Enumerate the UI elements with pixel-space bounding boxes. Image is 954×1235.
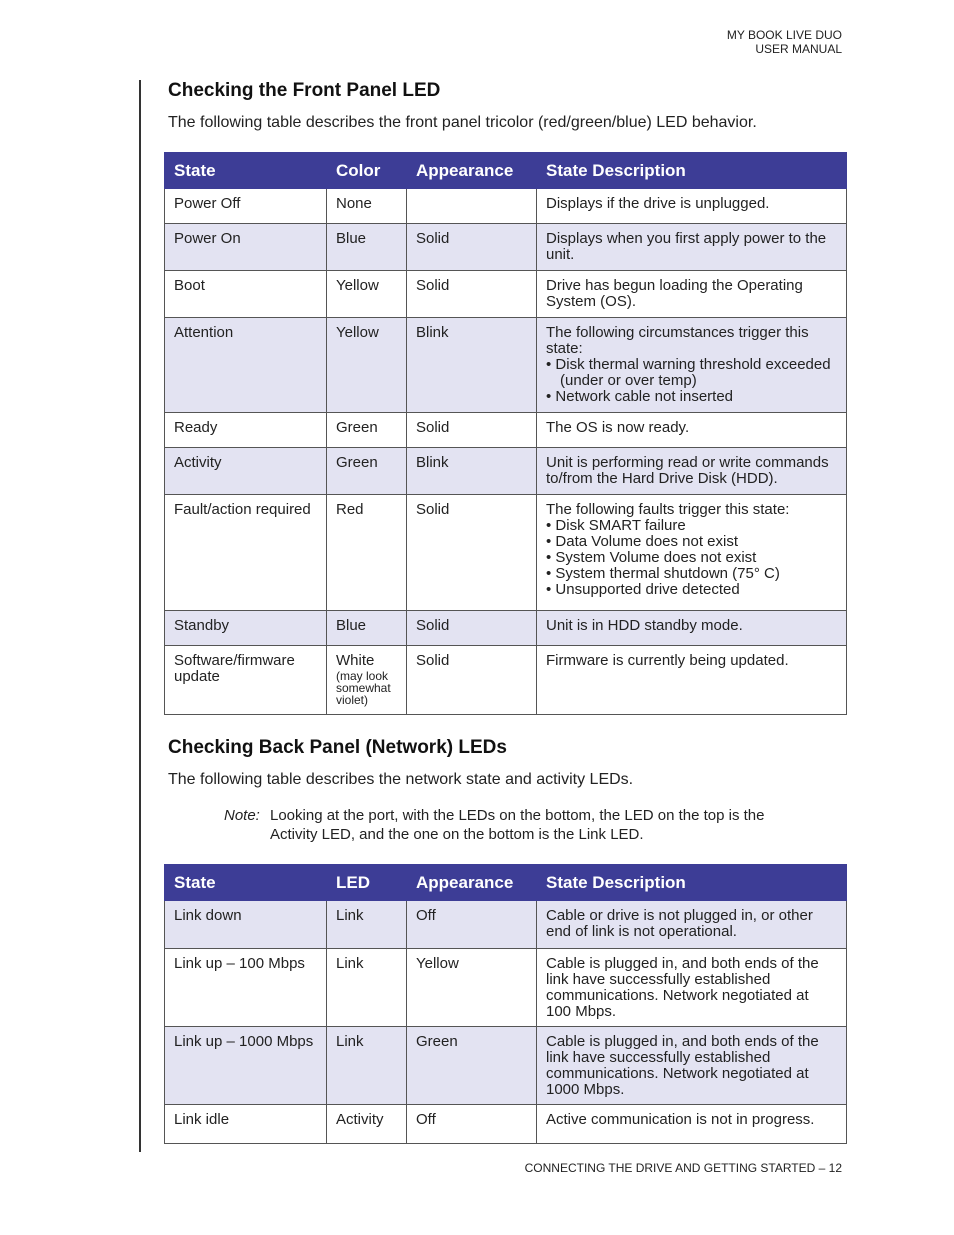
cell-description: Drive has begun loading the Operating System (OS). xyxy=(537,271,847,318)
table-header-row xyxy=(165,865,847,901)
column-header: State xyxy=(165,865,327,901)
cell-state: Power On xyxy=(165,224,327,271)
cell-color: Red xyxy=(327,495,407,611)
cell-appearance: Solid xyxy=(407,224,537,271)
cell-description: Cable or drive is not plugged in, or other end of link is not operational. xyxy=(537,901,847,949)
color-note: (may look somewhat violet) xyxy=(336,669,391,707)
cell-description xyxy=(537,318,847,413)
cell-appearance: Off xyxy=(407,1105,537,1144)
cell-description: The OS is now ready. xyxy=(537,413,847,448)
cell-description: Displays when you first apply power to the unit. xyxy=(537,224,847,271)
table-row xyxy=(165,189,847,224)
front-led-table xyxy=(164,152,847,715)
table-row xyxy=(165,448,847,495)
cell-led: Link xyxy=(327,1027,407,1105)
table-row xyxy=(165,949,847,1027)
cell-state: Link up – 100 Mbps xyxy=(165,949,327,1027)
cell-appearance: Solid xyxy=(407,611,537,646)
back-led-table xyxy=(164,864,847,1144)
table-row xyxy=(165,271,847,318)
cell-appearance: Blink xyxy=(407,448,537,495)
cell-led: Link xyxy=(327,949,407,1027)
cell-state: Link down xyxy=(165,901,327,949)
bullet-item: • Disk thermal warning threshold exceeded (under or over temp) xyxy=(546,357,837,389)
cell-appearance: Off xyxy=(407,901,537,949)
cell-color: Green xyxy=(327,413,407,448)
cell-appearance: Solid xyxy=(407,413,537,448)
cell-state: Boot xyxy=(165,271,327,318)
table-row xyxy=(165,224,847,271)
cell-state: Link up – 1000 Mbps xyxy=(165,1027,327,1105)
description-text: The following faults trigger this state: xyxy=(546,501,790,518)
cell-description: Active communication is not in progress. xyxy=(537,1105,847,1144)
bullet-item: • Network cable not inserted xyxy=(546,389,837,405)
table-row xyxy=(165,646,847,715)
cell-description: Cable is plugged in, and both ends of the link have successfully established communications. Network negotiated at 1000 Mbps. xyxy=(537,1027,847,1105)
cell-appearance: Solid xyxy=(407,646,537,715)
column-header: Appearance xyxy=(407,153,537,189)
cell-state: Link idle xyxy=(165,1105,327,1144)
cell-color: Green xyxy=(327,448,407,495)
cell-appearance: Blink xyxy=(407,318,537,413)
page-header xyxy=(727,28,842,56)
bullet-item: • Unsupported drive detected xyxy=(546,582,837,598)
cell-state: Activity xyxy=(165,448,327,495)
cell-color: Blue xyxy=(327,224,407,271)
table-row xyxy=(165,1105,847,1144)
cell-state: Power Off xyxy=(165,189,327,224)
bullet-item: • System thermal shutdown (75° C) xyxy=(546,566,837,582)
table-row xyxy=(165,318,847,413)
cell-appearance: Green xyxy=(407,1027,537,1105)
note-label: Note: xyxy=(224,807,260,824)
table-row xyxy=(165,1027,847,1105)
cell-state: Software/firmware update xyxy=(165,646,327,715)
bullet-item: • Data Volume does not exist xyxy=(546,534,837,550)
bullet-item: • Disk SMART failure xyxy=(546,518,837,534)
column-header: Appearance xyxy=(407,865,537,901)
column-header: State xyxy=(165,153,327,189)
cell-appearance xyxy=(407,189,537,224)
bullet-list xyxy=(546,518,837,598)
header-doc-type: USER MANUAL xyxy=(755,42,842,56)
cell-color xyxy=(327,646,407,715)
cell-appearance: Solid xyxy=(407,495,537,611)
column-header: LED xyxy=(327,865,407,901)
cell-state: Ready xyxy=(165,413,327,448)
cell-appearance: Solid xyxy=(407,271,537,318)
bullet-item: • System Volume does not exist xyxy=(546,550,837,566)
note-text: Looking at the port, with the LEDs on the bottom, the LED on the top is the Activity LED, and the one on the bottom is the Link LED. xyxy=(270,807,765,843)
cell-description xyxy=(537,495,847,611)
front-panel-heading: Checking the Front Panel LED xyxy=(168,80,441,101)
cell-appearance: Yellow xyxy=(407,949,537,1027)
cell-state: Standby xyxy=(165,611,327,646)
cell-led: Link xyxy=(327,901,407,949)
description-text: The following circumstances trigger this state: xyxy=(546,324,809,357)
table-header-row xyxy=(165,153,847,189)
back-panel-heading: Checking Back Panel (Network) LEDs xyxy=(168,737,507,758)
page-footer: CONNECTING THE DRIVE AND GETTING STARTED – 12 xyxy=(524,1161,842,1175)
column-header: Color xyxy=(327,153,407,189)
cell-state: Attention xyxy=(165,318,327,413)
cell-led: Activity xyxy=(327,1105,407,1144)
cell-description: Unit is performing read or write commands to/from the Hard Drive Disk (HDD). xyxy=(537,448,847,495)
cell-color: Yellow xyxy=(327,318,407,413)
cell-color: None xyxy=(327,189,407,224)
bullet-list xyxy=(546,357,837,405)
change-bar xyxy=(139,80,141,1152)
front-panel-intro: The following table describes the front panel tricolor (red/green/blue) LED behavior. xyxy=(168,114,757,131)
color-value: White xyxy=(336,652,375,669)
column-header: State Description xyxy=(537,865,847,901)
note-block xyxy=(224,806,790,844)
table-row xyxy=(165,413,847,448)
cell-description: Firmware is currently being updated. xyxy=(537,646,847,715)
cell-description: Cable is plugged in, and both ends of the link have successfully established communications. Network negotiated at 100 Mbps. xyxy=(537,949,847,1027)
cell-color: Yellow xyxy=(327,271,407,318)
back-panel-intro: The following table describes the network state and activity LEDs. xyxy=(168,771,634,788)
table-row xyxy=(165,495,847,611)
table-row xyxy=(165,611,847,646)
table-row xyxy=(165,901,847,949)
header-product: MY BOOK LIVE DUO xyxy=(726,28,842,42)
cell-state: Fault/action required xyxy=(165,495,327,611)
cell-description: Displays if the drive is unplugged. xyxy=(537,189,847,224)
column-header: State Description xyxy=(537,153,847,189)
cell-color: Blue xyxy=(327,611,407,646)
cell-description: Unit is in HDD standby mode. xyxy=(537,611,847,646)
